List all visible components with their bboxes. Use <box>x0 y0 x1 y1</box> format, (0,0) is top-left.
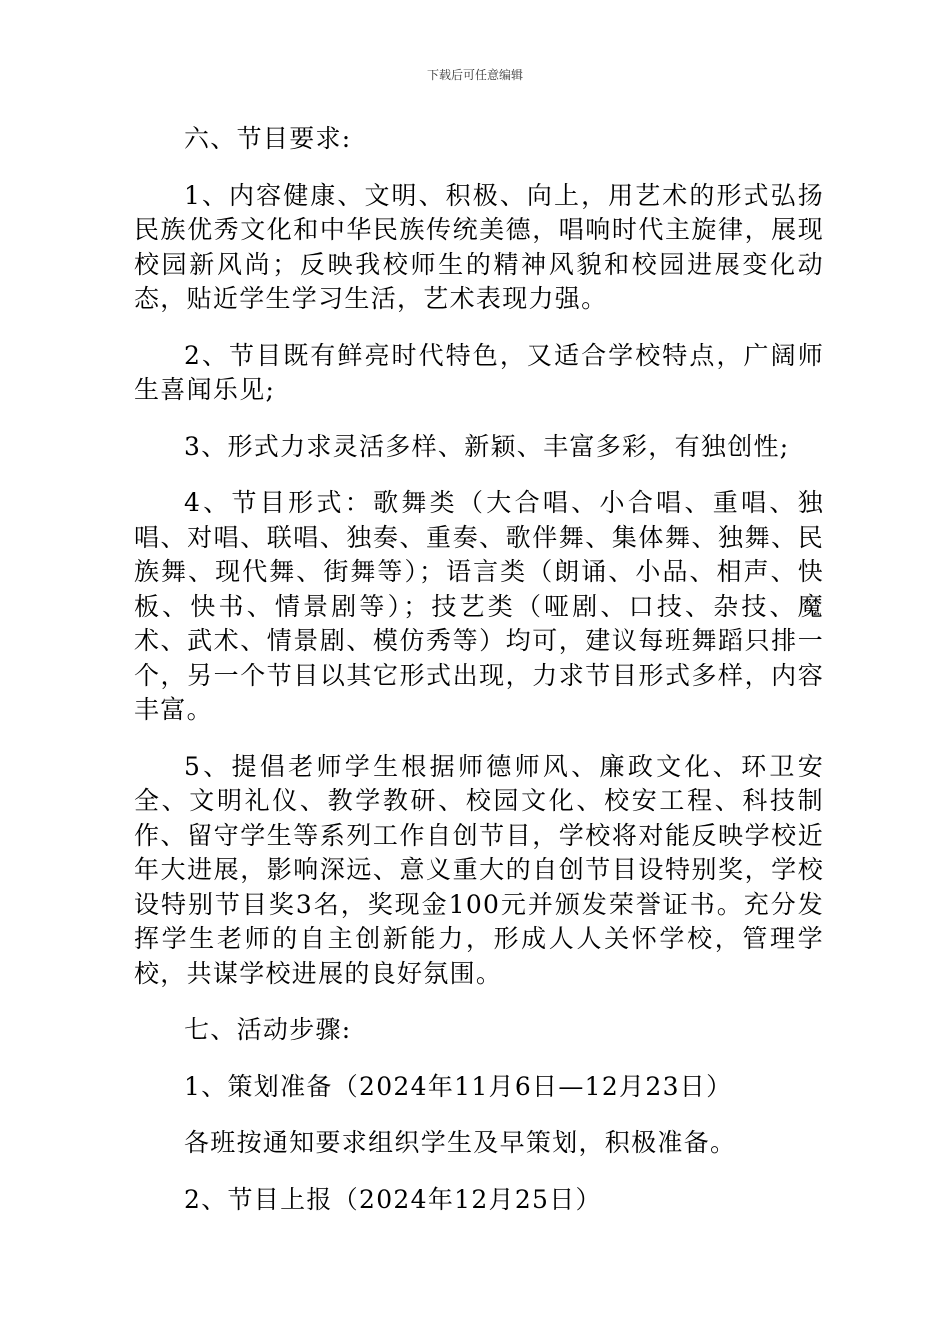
section-heading-program-requirements: 六、节目要求: <box>184 124 352 153</box>
paragraph-step-1-detail: 各班按通知要求组织学生及早策划，积极准备。 <box>184 1128 737 1157</box>
paragraph-requirement-5: 5、提倡老师学生根据师德师风、廉政文化、环卫安全、文明礼仪、教学教研、校园文化、校安工程、科技制作、留守学生等系列工作自创节目，学校将对能反映学校近年大进展，影响深远、意义重大的自创节目设特别奖，学校设特别节目奖3名，奖现金100元并颁发荣誉证书。充分发挥学生老师的自主创新能力，形成人人关怀学校，管理学校，共谋学校进展的良好氛围。 <box>134 751 824 988</box>
paragraph-requirement-4: 4、节目形式：歌舞类（大合唱、小合唱、重唱、独唱、对唱、联唱、独奏、重奏、歌伴舞、集体舞、独舞、民族舞、现代舞、街舞等）；语言类（朗诵、小品、相声、快板、快书、情景剧等）；技艺类（哑剧、口技、杂技、魔术、武术、情景剧、模仿秀等）均可，建议每班舞蹈只排一个，另一个节目以其它形式出现，力求节目形式多样，内容丰富。 <box>134 488 824 724</box>
paragraph-requirement-1: 1、内容健康、文明、积极、向上，用艺术的形式弘扬民族优秀文化和中华民族传统美德，唱响时代主旋律，展现校园新风尚；反映我校师生的精神风貌和校园进展变化动态，贴近学生学习生活，艺术表现力强。 <box>134 180 824 313</box>
paragraph-requirement-2: 2、节目既有鲜亮时代特色，又适合学校特点，广阔师生喜闻乐见; <box>134 340 824 404</box>
paragraph-requirement-3: 3、形式力求灵活多样、新颖、丰富多彩，有独创性; <box>184 431 790 461</box>
document-body <box>134 122 824 1217</box>
paragraph-step-1-title: 1、策划准备（2024年11月6日—12月23日） <box>184 1071 733 1101</box>
header-note: 下载后可任意编辑 <box>426 68 523 82</box>
section-heading-activity-steps: 七、活动步骤: <box>184 1015 352 1044</box>
paragraph-step-2-title: 2、节目上报（2024年12月25日） <box>184 1184 602 1214</box>
